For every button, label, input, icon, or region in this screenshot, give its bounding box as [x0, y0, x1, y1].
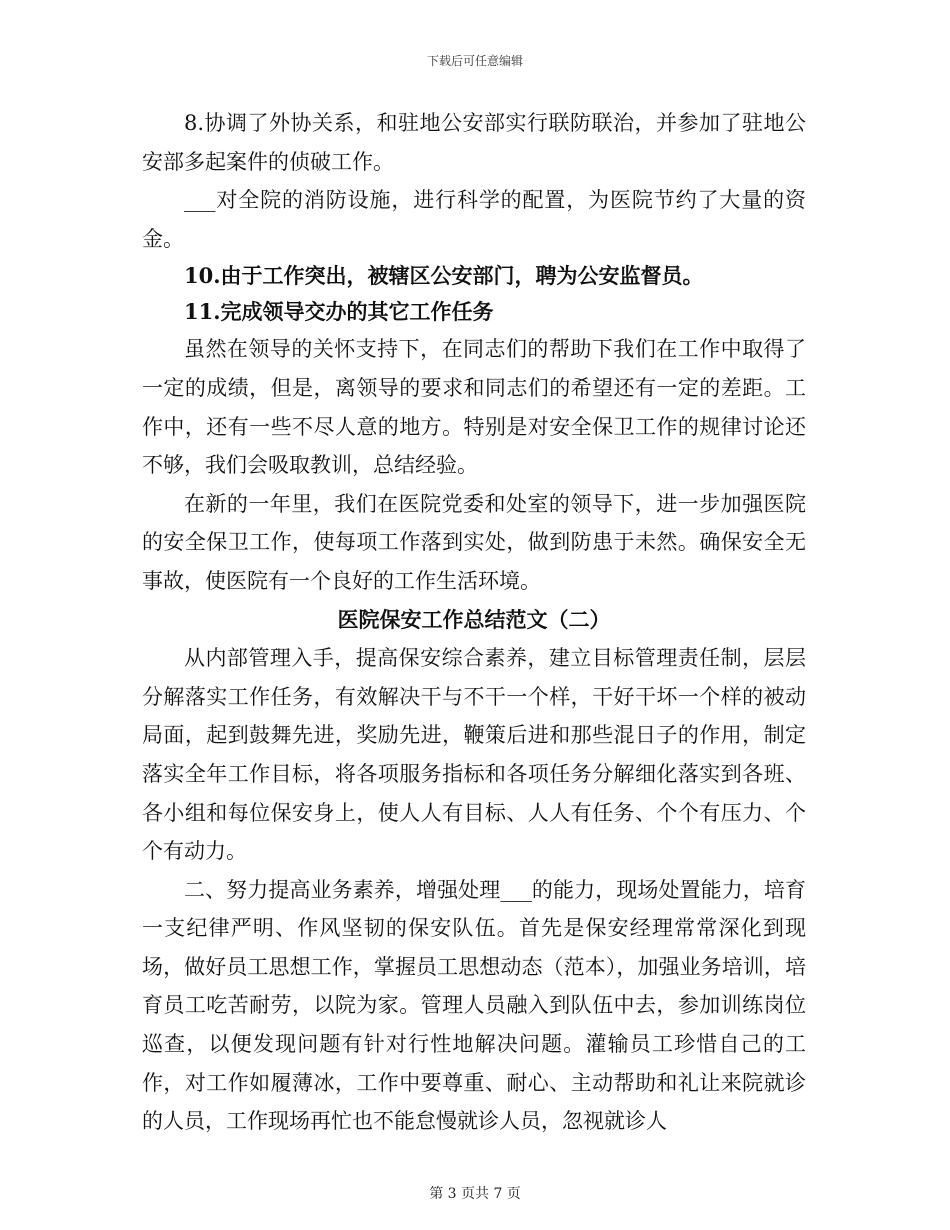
document-body	[142, 104, 806, 1141]
paragraph-item-11: 11.完成领导交办的其它工作任务	[184, 299, 494, 325]
paragraph-internal-management: 从内部管理入手，提高保安综合素养，建立目标管理责任制，层层分解落实工作任务，有效解决干与不干一个样，干好干坏一个样的被动局面，起到鼓舞先进，奖励先进，鞭策后进和那些混日子的作用，制定落实全年工作目标，将各项服务指标和各项任务分解细化落实到各班、各小组和每位保安身上，使人人有目标、人人有任务、个个有压力、个个有动力。	[142, 646, 806, 864]
page-header: 下载后可任意编辑	[426, 54, 523, 68]
section-title: 医院保安工作总结范文（二）	[337, 606, 611, 632]
paragraph-item-8: 8.协调了外协关系，和驻地公安部实行联防联治，并参加了驻地公安部多起案件的侦破工作。	[142, 111, 806, 174]
paragraph-shortcomings: 虽然在领导的关怀支持下，在同志们的帮助下我们在工作中取得了一定的成绩，但是，离领导的要求和同志们的希望还有一定的差距。工作中，还有一些不尽人意的地方。特别是对安全保卫工作的规律讨论还不够，我们会吸取教训，总结经验。	[142, 337, 806, 478]
paragraph-item-10: 10.由于工作突出，被辖区公安部门，聘为公安监督员。	[184, 263, 704, 289]
paragraph-business-quality: 二、努力提高业务素养，增强处理___的能力，现场处置能力，培育一支纪律严明、作风坚韧的保安队伍。首先是保安经理常常深化到现场，做好员工思想工作，掌握员工思想动态（范本），加强业务培训，培育员工吃苦耐劳，以院为家。管理人员融入到队伍中去，参加训练岗位巡查，以便发现问题有针对行性地解决问题。灌输员工珍惜自己的工作，对工作如履薄冰，工作中要尊重、耐心、主动帮助和礼让来院就诊的人员，工作现场再忙也不能怠慢就诊人员，忽视就诊人	[142, 877, 806, 1134]
paragraph-new-year: 在新的一年里，我们在医院党委和处室的领导下，进一步加强医院的安全保卫工作，使每项工作落到实处，做到防患于未然。确保安全无事故，使医院有一个良好的工作生活环境。	[142, 491, 806, 593]
paragraph-item-9: ___对全院的消防设施，进行科学的配置，为医院节约了大量的资金。	[142, 188, 806, 251]
page-footer: 第 3 页共 7 页	[429, 1186, 521, 1202]
